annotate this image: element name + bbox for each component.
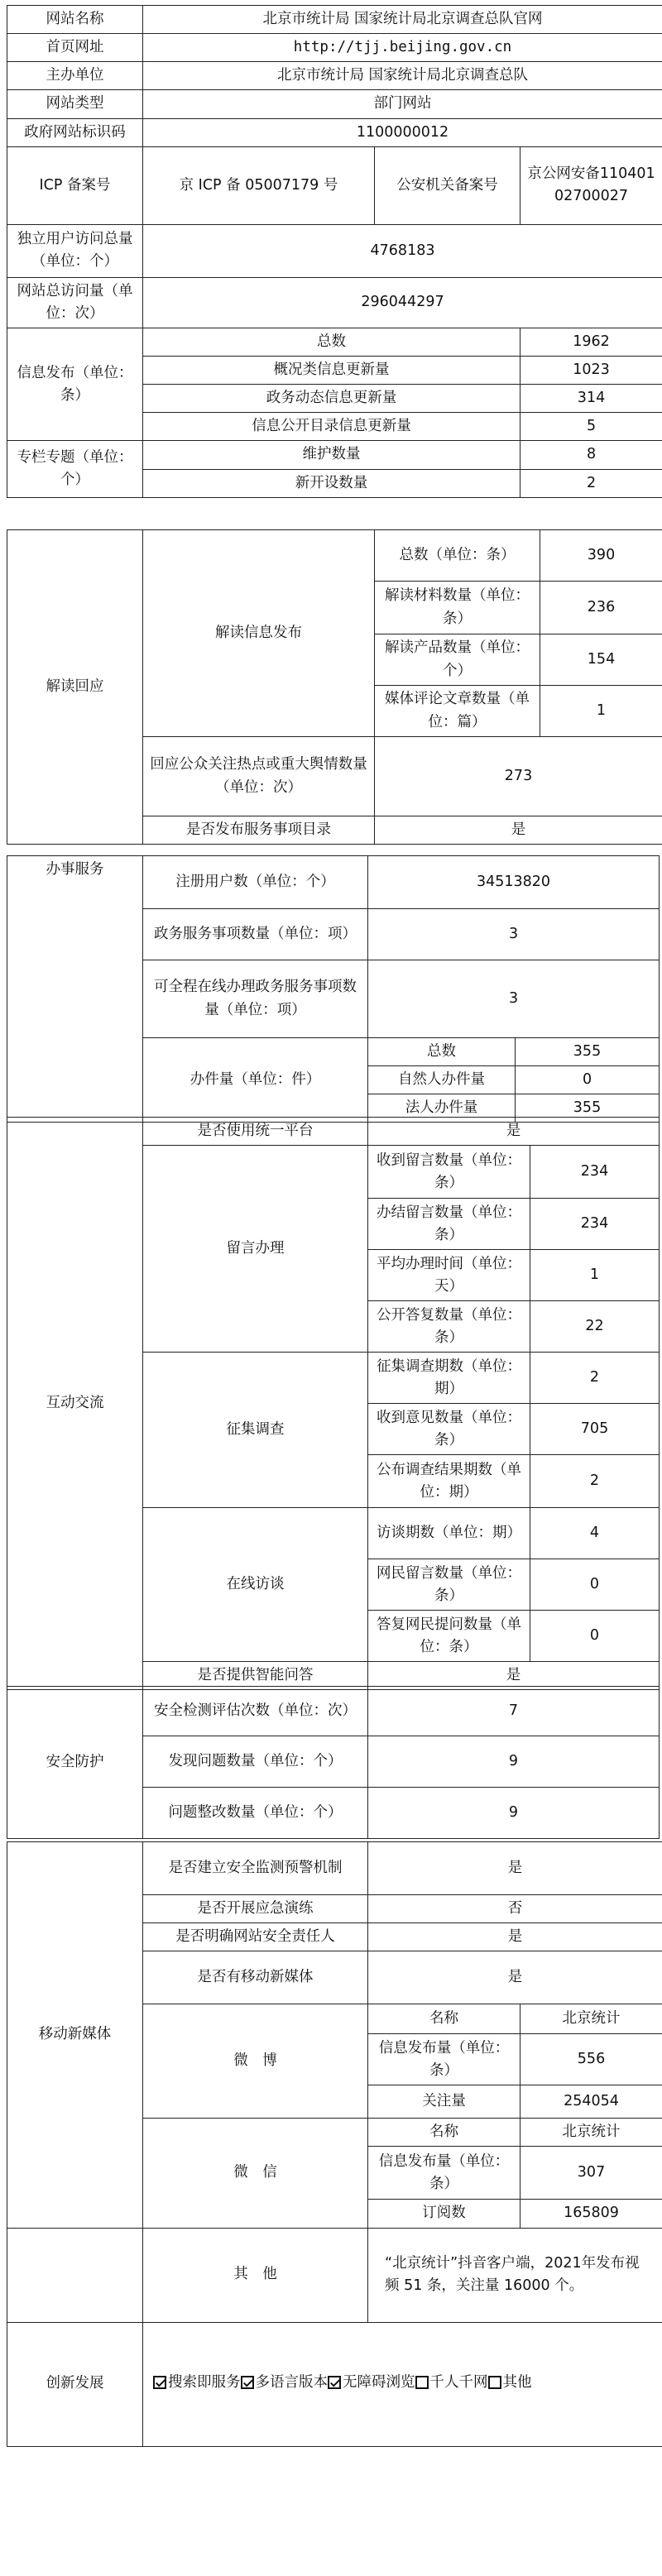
wechat-name-label: 名称 [368,2119,520,2147]
msg-recv-label: 收到留言数量（单位：条） [368,1146,530,1199]
smart-value: 是 [368,1662,660,1690]
checked-checkbox-icon[interactable] [328,2376,341,2389]
info-overview-label: 概况类信息更新量 [143,357,520,385]
handle-total-label: 总数 [368,1038,516,1066]
service-label: 办事服务 [7,856,143,1123]
weibo-follow-value: 254054 [520,2085,662,2119]
site-name-value: 北京市统计局 国家统计局北京调查总队官网 [143,6,662,34]
column-maint-value: 8 [520,441,662,469]
innovation-option-label: 多语言版本 [255,2373,328,2391]
weibo-label: 微 博 [143,2004,368,2119]
unchecked-checkbox-icon[interactable] [488,2376,501,2389]
weibo-pub-value: 556 [520,2034,662,2085]
innovation-option-label: 千人千网 [429,2373,488,2391]
info-gov-value: 314 [520,385,662,413]
weibo-name-label: 名称 [368,2004,520,2034]
interp-resp-value: 273 [375,737,662,816]
pv-value: 296044297 [143,277,662,328]
msg-recv-value: 234 [530,1146,660,1199]
column-label: 专栏专题（单位：个） [7,441,143,497]
msg-done-label: 办结留言数量（单位：条） [368,1199,530,1250]
innovation-options [143,2322,662,2446]
msg-avg-value: 1 [530,1250,660,1301]
survey-opinions-value: 705 [530,1404,660,1455]
column-maint-label: 维护数量 [143,441,520,469]
table-row [7,6,662,34]
innovation-option-label: 其他 [502,2373,532,2391]
pv-label: 网站总访问量（单位：次） [7,277,143,328]
info-open-value: 5 [520,413,662,441]
security-label: 安全防护 [7,1687,143,1839]
wechat-pub-value: 307 [520,2147,662,2200]
platform-label: 是否使用统一平台 [143,1118,368,1146]
svc-dir-value: 是 [375,816,662,845]
column-new-value: 2 [520,469,662,497]
table-row [7,441,662,469]
wechat-name-value: 北京统计 [520,2119,662,2147]
drill-label: 是否开展应急演练 [143,1895,368,1923]
organizer-label: 主办单位 [7,62,143,90]
items-value: 3 [368,909,660,960]
innovation-option[interactable] [488,2372,532,2394]
table-row [7,328,662,356]
weibo-pub-label: 信息发布量（单位：条） [368,2034,520,2085]
smart-label: 是否提供智能问答 [143,1662,368,1690]
site-type-label: 网站类型 [7,90,143,118]
interview-label: 在线访谈 [143,1508,368,1662]
survey-results-value: 2 [530,1455,660,1508]
site-code-value: 1100000012 [143,118,662,146]
has-mobile-value: 是 [368,1951,662,2004]
table-row [7,1842,662,1895]
weibo-name-value: 北京统计 [520,2004,662,2034]
interview-answers-label: 答复网民提问数量（单位：条） [368,1611,530,1662]
wechat-label: 微 信 [143,2119,368,2228]
interp-material-label: 解读材料数量（单位：条） [375,582,540,634]
owner-value: 是 [368,1923,662,1951]
sec-fixed-label: 问题整改数量（单位：个） [143,1788,368,1839]
sec-fixed-value: 9 [368,1788,660,1839]
has-mobile-label: 是否有移动新媒体 [143,1951,368,2004]
other-value: “北京统计”抖音客户端，2021年发布视频 51 条，关注量 16000 个。 [368,2228,662,2322]
interp-total-label: 总数（单位：条） [375,530,540,582]
interaction-table [7,1117,660,1690]
handle-legal-label: 法人办件量 [368,1094,516,1123]
interp-label: 解读回应 [7,530,143,845]
msg-pub-value: 22 [530,1301,660,1353]
unchecked-checkbox-icon[interactable] [415,2376,429,2389]
innovation-option-label: 搜索即服务 [168,2373,241,2391]
uv-value: 4768183 [143,224,662,277]
site-code-label: 政府网站标识码 [7,118,143,146]
table-row [7,856,660,909]
table-row [7,530,662,582]
sec-found-label: 发现问题数量（单位：个） [143,1736,368,1788]
monitor-value: 是 [368,1842,662,1895]
innovation-label: 创新发展 [7,2322,143,2446]
icp-value: 京 ICP 备 05007179 号 [143,146,375,224]
table-row [7,1118,660,1146]
checked-checkbox-icon[interactable] [241,2376,254,2389]
other-label: 其 他 [143,2228,368,2322]
survey-results-label: 公布调查结果期数（单位：期） [368,1455,530,1508]
police-value: 京公网安备11040102700027 [520,146,662,224]
innovation-checkbox-group [153,2372,652,2397]
mobile-label: 移动新媒体 [7,1842,143,2229]
basic-info-table [7,5,662,498]
survey-label: 征集调查 [143,1353,368,1508]
drill-value: 否 [368,1895,662,1923]
table-row [7,62,662,90]
interp-resp-label: 回应公众关注热点或重大舆情数量（单位：次） [143,737,375,816]
interact-label: 互动交流 [7,1118,143,1690]
table-row [7,2228,662,2322]
msg-avg-label: 平均办理时间（单位：天） [368,1250,530,1301]
reg-value: 34513820 [368,856,660,909]
interview-periods-label: 访谈期数（单位：期） [368,1508,530,1559]
info-total-label: 总数 [143,328,520,356]
mobile-table [7,1841,662,2447]
msg-pub-label: 公开答复数量（单位：条） [368,1301,530,1353]
service-table [7,855,660,1123]
organizer-value: 北京市统计局 国家统计局北京调查总队 [143,62,662,90]
innovation-option[interactable] [328,2372,415,2394]
innovation-option[interactable] [153,2372,241,2394]
handle-person-value: 0 [516,1066,660,1094]
interp-pub-label: 解读信息发布 [143,530,375,737]
owner-label: 是否明确网站安全责任人 [143,1923,368,1951]
interp-media-value: 1 [540,686,662,737]
survey-opinions-label: 收到意见数量（单位：条） [368,1404,530,1455]
online-label: 可全程在线办理政务服务事项数量（单位：项） [143,960,368,1038]
mobile-label-continued [7,2228,143,2322]
wechat-read-value: 165809 [520,2200,662,2228]
survey-periods-value: 2 [530,1353,660,1404]
interview-answers-value: 0 [530,1611,660,1662]
platform-value: 是 [368,1118,660,1146]
table-row [7,146,662,224]
info-pub-label: 信息发布（单位：条） [7,328,143,441]
svc-dir-label: 是否发布服务事项目录 [143,816,375,845]
table-row [7,1687,660,1736]
table-row [7,90,662,118]
monitor-label: 是否建立安全监测预警机制 [143,1842,368,1895]
interp-material-value: 236 [540,582,662,634]
sec-eval-label: 安全检测评估次数（单位：次） [143,1687,368,1736]
table-row [7,2322,662,2446]
reg-label: 注册用户数（单位：个） [143,856,368,909]
wechat-read-label: 订阅数 [368,2200,520,2228]
online-value: 3 [368,960,660,1038]
info-total-value: 1962 [520,328,662,356]
handle-total-value: 355 [516,1038,660,1066]
police-label: 公安机关备案号 [375,146,520,224]
column-new-label: 新开设数量 [143,469,520,497]
innovation-option-label: 无障碍浏览 [343,2373,415,2391]
interp-total-value: 390 [540,530,662,582]
security-table [7,1686,660,1839]
sec-eval-value: 7 [368,1687,660,1736]
interpretation-table [7,529,662,845]
table-row [7,118,662,146]
interp-media-label: 媒体评论文章数量（单位：篇） [375,686,540,737]
uv-label: 独立用户访问总量（单位：个） [7,224,143,277]
interview-periods-value: 4 [530,1508,660,1559]
table-row [7,277,662,328]
sec-found-value: 9 [368,1736,660,1788]
info-overview-value: 1023 [520,357,662,385]
table-row [7,224,662,277]
wechat-pub-label: 信息发布量（单位：条） [368,2147,520,2200]
handle-legal-value: 355 [516,1094,660,1123]
handle-label: 办件量（单位：件） [143,1038,368,1123]
items-label: 政务服务事项数量（单位：项） [143,909,368,960]
innovation-option[interactable] [415,2372,488,2394]
msg-label: 留言办理 [143,1146,368,1353]
survey-periods-label: 征集调查期数（单位：期） [368,1353,530,1404]
table-row [7,34,662,62]
icp-label: ICP 备案号 [7,146,143,224]
msg-done-value: 234 [530,1199,660,1250]
site-type-value: 部门网站 [143,90,662,118]
checked-checkbox-icon[interactable] [153,2376,166,2389]
interview-msgs-label: 网民留言数量（单位：条） [368,1559,530,1611]
interp-product-label: 解读产品数量（单位：个） [375,634,540,686]
homepage-link[interactable]: http://tjj.beijing.gov.cn [143,34,662,62]
interp-product-value: 154 [540,634,662,686]
info-open-label: 信息公开目录信息更新量 [143,413,520,441]
innovation-option[interactable] [241,2372,329,2394]
weibo-follow-label: 关注量 [368,2085,520,2119]
homepage-label: 首页网址 [7,34,143,62]
handle-person-label: 自然人办件量 [368,1066,516,1094]
site-name-label: 网站名称 [7,6,143,34]
info-gov-label: 政务动态信息更新量 [143,385,520,413]
interview-msgs-value: 0 [530,1559,660,1611]
